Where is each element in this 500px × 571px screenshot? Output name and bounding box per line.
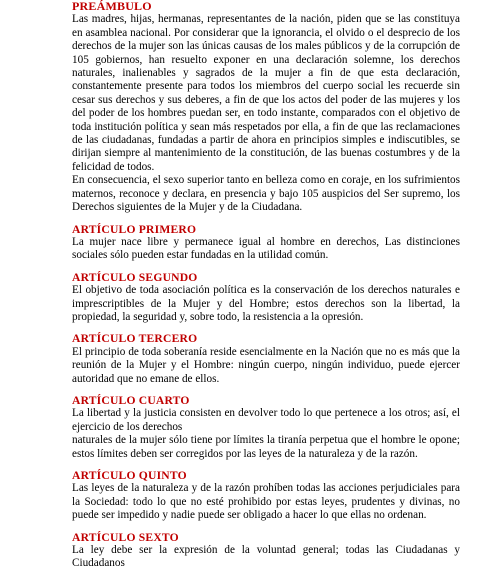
article-paragraph: El objetivo de toda asociación política es la conservación de los derechos naturales e imprescriptibles de la Mujer y del Hombre; estos derechos son la libertad, la propiedad, la seguridad y, sobre todo, la resistencia a la opresión.: [72, 284, 460, 323]
preamble-heading: PREÁMBULO: [72, 0, 152, 13]
article-heading: ARTÍCULO QUINTO: [72, 469, 187, 482]
article-paragraph: naturales de la mujer sólo tiene por límites la tiranía perpetua que el hombre le opone; estos límites deben ser corregidos por las leyes de la naturaleza y de la razón.: [72, 434, 460, 460]
article-heading: ARTÍCULO PRIMERO: [72, 222, 197, 236]
article-section: [72, 332, 460, 386]
article-section: [72, 394, 460, 461]
article-heading: ARTÍCULO CUARTO: [72, 393, 190, 407]
preamble-section: [72, 0, 460, 215]
article-heading: ARTÍCULO SEXTO: [72, 530, 179, 544]
article-section: [72, 271, 460, 325]
article-section: [72, 531, 460, 571]
article-section: [72, 469, 460, 523]
preamble-paragraph: En consecuencia, el sexo superior tanto en belleza como en coraje, en los sufrimientos maternos, reconoce y declara, en presencia y bajo 105 auspicios del Ser supremo, los Derechos siguientes de la Mujer y de la Ciudadana.: [72, 174, 460, 214]
article-paragraph: La ley debe ser la expresión de la voluntad general; todas las Ciudadanas y Ciudadanos: [72, 544, 460, 570]
preamble-paragraph: Las madres, hijas, hermanas, representantes de la nación, piden que se las constituya en asamblea nacional. Por considerar que la ignorancia, el olvido o el desprecio de los derechos de la mujer son las únicas causas de los males públicos y de la corrupción de 105 gobiernos, han resuelto exponer en una declaración solemne, los derechos naturales, inalienables y sagrados de la mujer a fin de que esta declaración, constantemente presente para todos los miembros del cuerpo social les recuerde sin cesar sus derechos y sus deberes, a fin de que los actos del poder de las mujeres y los del poder de los hombres puedan ser, en todo instante, comparados con el objetivo de toda institución política y sean más respetados por ella, a fin de que las reclamaciones de las ciudadanas, fundadas a partir de ahora en principios simples e indiscutibles, se dirijan siempre al mantenimiento de la constitución, de las buenas costumbres y de la felicidad de todos.: [72, 13, 460, 173]
article-paragraph: El principio de toda soberanía reside esencialmente en la Nación que no es más que la reunión de la Mujer y el Hombre: ningún cuerpo, ningún individuo, puede ejercer autoridad que no emane de ellos.: [72, 345, 460, 385]
article-paragraph: Las leyes de la naturaleza y de la razón prohíben todas las acciones perjudiciales para la Sociedad: todo lo que no esté prohibido por estas leyes, prudentes y divinas, no puede ser impedido y nadie puede ser obligado a hacer lo que ellas no ordenan.: [72, 482, 460, 522]
article-paragraph: La mujer nace libre y permanece igual al hombre en derechos, Las distinciones sociales sólo pueden estar fundadas en la utilidad común.: [72, 235, 460, 262]
article-section: [72, 223, 460, 263]
article-heading: ARTÍCULO TERCERO: [72, 332, 198, 346]
article-heading: ARTÍCULO SEGUNDO: [72, 270, 198, 284]
article-paragraph: La libertad y la justicia consisten en devolver todo lo que pertenece a los otros; así, el ejercicio de los derechos: [72, 407, 460, 433]
